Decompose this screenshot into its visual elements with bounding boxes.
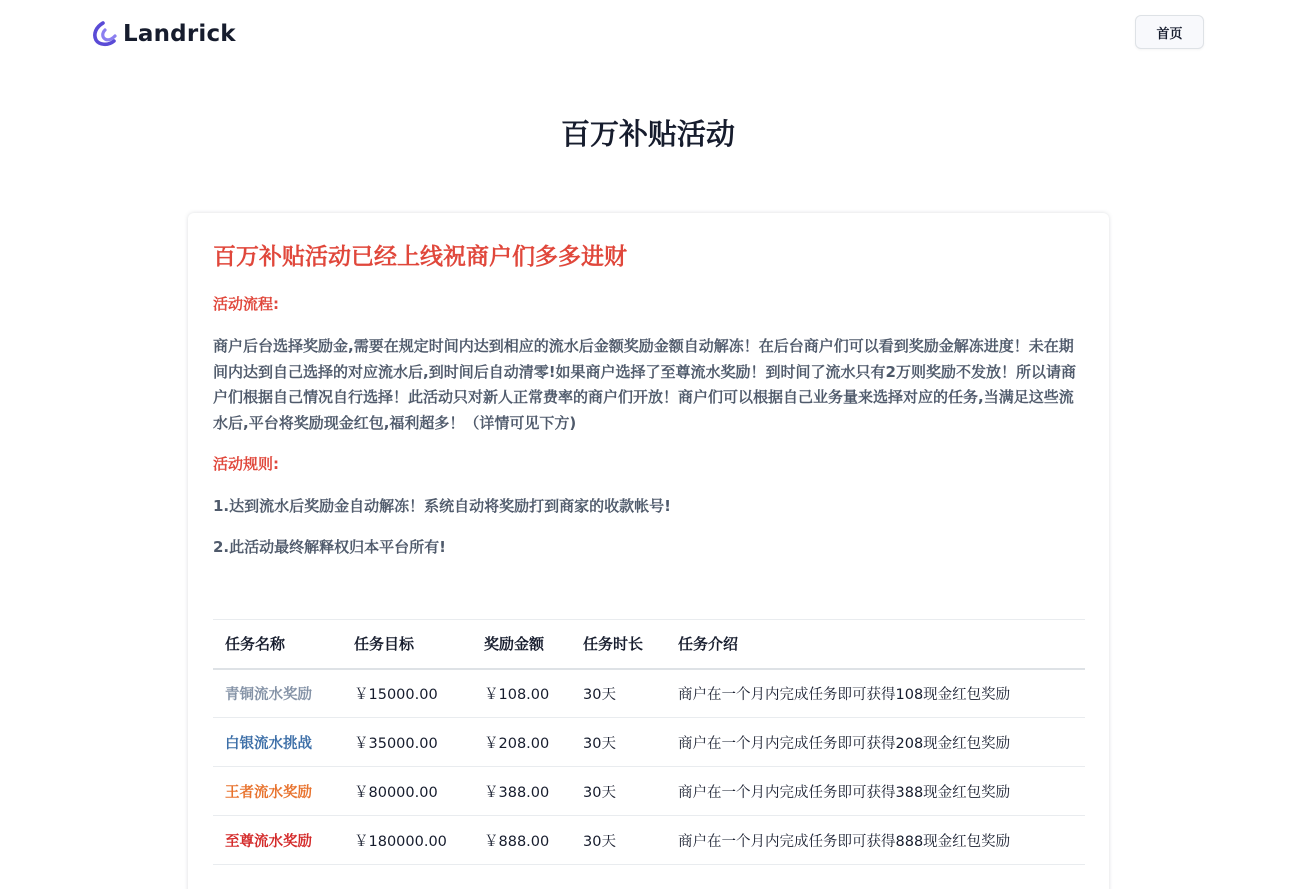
column-header-target: 任务目标 — [342, 620, 472, 669]
process-label: 活动流程: — [213, 295, 279, 313]
task-description: 商户在一个月内完成任务即可获得888现金红包奖励 — [666, 816, 1085, 865]
logo[interactable] — [92, 19, 236, 49]
task-description: 商户在一个月内完成任务即可获得108现金红包奖励 — [666, 669, 1085, 718]
page-title: 百万补贴活动 — [560, 117, 735, 151]
table-header-row — [213, 620, 1085, 669]
column-header-description: 任务介绍 — [666, 620, 1085, 669]
logo-text: Landrick — [123, 21, 236, 47]
task-name: 王者流水奖励 — [213, 767, 342, 816]
rules-label: 活动规则: — [213, 455, 279, 473]
rule-item-2: 2.此活动最终解释权归本平台所有! — [213, 538, 446, 556]
header — [0, 0, 1304, 68]
task-reward: ￥888.00 — [472, 816, 571, 865]
task-target: ￥15000.00 — [342, 669, 472, 718]
task-duration: 30天 — [571, 718, 666, 767]
column-header-duration: 任务时长 — [571, 620, 666, 669]
table-row — [213, 718, 1085, 767]
table-row — [213, 669, 1085, 718]
task-duration: 30天 — [571, 816, 666, 865]
task-description: 商户在一个月内完成任务即可获得388现金红包奖励 — [666, 767, 1085, 816]
table-row — [213, 816, 1085, 865]
task-duration: 30天 — [571, 669, 666, 718]
activity-card — [188, 213, 1109, 889]
task-name: 青铜流水奖励 — [213, 669, 342, 718]
table-row — [213, 767, 1085, 816]
task-description: 商户在一个月内完成任务即可获得208现金红包奖励 — [666, 718, 1085, 767]
task-table — [213, 619, 1085, 865]
task-target: ￥80000.00 — [342, 767, 472, 816]
task-reward: ￥388.00 — [472, 767, 571, 816]
task-reward: ￥108.00 — [472, 669, 571, 718]
landrick-logo-icon — [92, 21, 118, 47]
task-target: ￥35000.00 — [342, 718, 472, 767]
task-duration: 30天 — [571, 767, 666, 816]
process-text: 商户后台选择奖励金,需要在规定时间内达到相应的流水后金额奖励金额自动解冻！在后台商户们可以看到奖励金解冻进度！未在期间内达到自己选择的对应流水后,到时间后自动清零!如果商户选择了至尊流水奖励！到时间了流水只有2万则奖励不发放！所以请商户们根据自己情况自行选择！此活动只对新人正常费率的商户们开放！商户们可以根据自己业务量来选择对应的任务,当满足这些流水后,平台将奖励现金红包,福利超多！（详情可见下方) — [213, 337, 1076, 432]
column-header-name: 任务名称 — [213, 620, 342, 669]
column-header-reward: 奖励金额 — [472, 620, 571, 669]
task-reward: ￥208.00 — [472, 718, 571, 767]
card-heading: 百万补贴活动已经上线祝商户们多多进财 — [213, 244, 627, 270]
task-name: 至尊流水奖励 — [213, 816, 342, 865]
task-name: 白银流水挑战 — [213, 718, 342, 767]
rule-item-1: 1.达到流水后奖励金自动解冻！系统自动将奖励打到商家的收款帐号! — [213, 497, 671, 515]
task-target: ￥180000.00 — [342, 816, 472, 865]
home-button[interactable]: 首页 — [1135, 15, 1204, 49]
